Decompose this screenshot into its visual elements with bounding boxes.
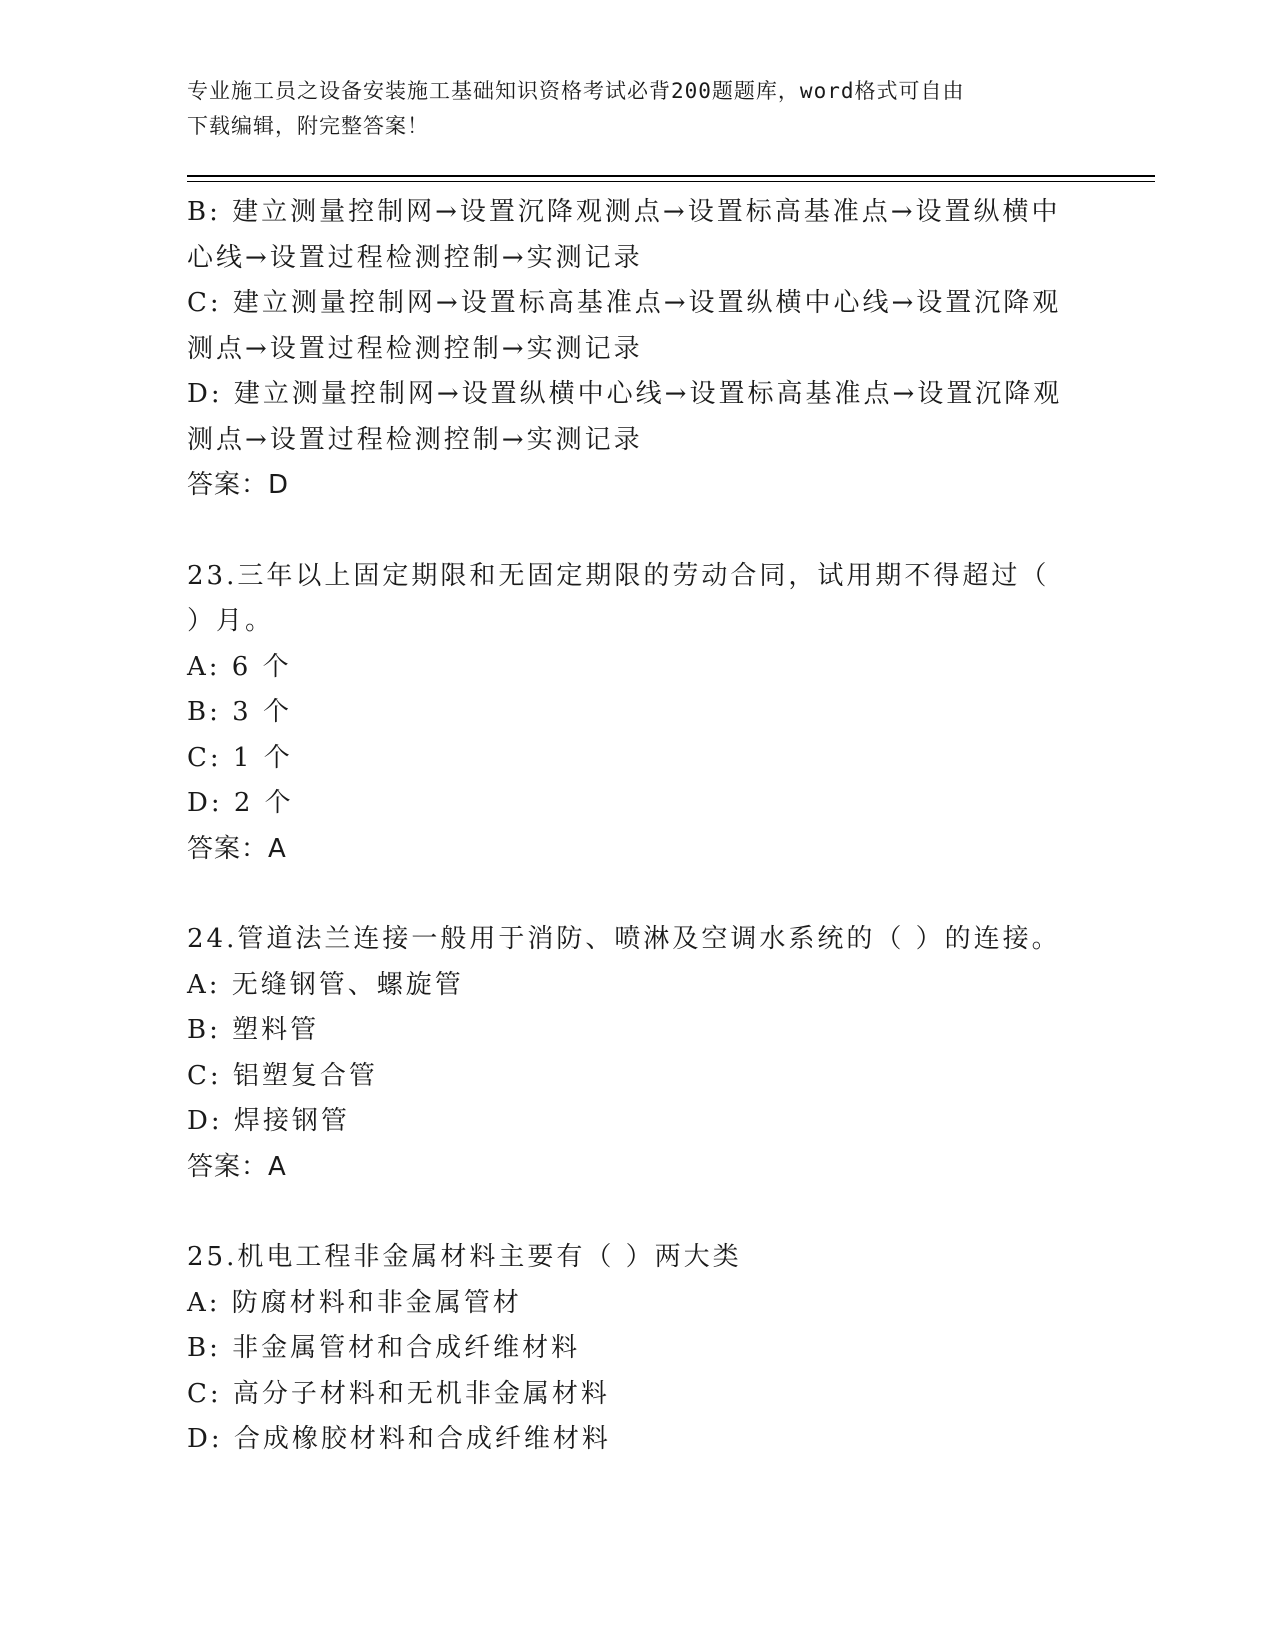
option-d-line-1: D: 建立测量控制网→设置纵横中心线→设置标高基准点→设置沉降观 bbox=[187, 379, 1063, 409]
header-line-2: 下载编辑，附完整答案！ bbox=[187, 114, 429, 138]
option-a: A: 6 个 bbox=[187, 651, 292, 682]
option-b-line-1: B: 建立测量控制网→设置沉降观测点→设置标高基准点→设置纵横中 bbox=[187, 197, 1061, 227]
option-a: A: 无缝钢管、螺旋管 bbox=[187, 969, 464, 1000]
spacer bbox=[187, 872, 1107, 917]
question-25 bbox=[187, 1235, 1107, 1463]
option-b: B: 塑料管 bbox=[187, 1015, 320, 1045]
question-23 bbox=[187, 554, 1107, 873]
option-b-line-2: 心线→设置过程检测控制→实测记录 bbox=[187, 242, 643, 273]
header-divider-thick bbox=[187, 175, 1155, 177]
option-c-line-2: 测点→设置过程检测控制→实测记录 bbox=[187, 333, 643, 364]
option-c: C: 高分子材料和无机非金属材料 bbox=[187, 1378, 610, 1409]
question-stem-line-2: ）月。 bbox=[187, 606, 275, 636]
answer-23: 答案：A bbox=[187, 833, 287, 864]
option-d: D: 合成橡胶材料和合成纤维材料 bbox=[187, 1424, 611, 1454]
question-stem: 24.管道法兰连接一般用于消防、喷淋及空调水系统的（ ）的连接。 bbox=[187, 924, 1061, 954]
answer-24: 答案：A bbox=[187, 1151, 287, 1182]
option-c-line-1: C: 建立测量控制网→设置标高基准点→设置纵横中心线→设置沉降观 bbox=[187, 288, 1062, 318]
option-b: B: 3 个 bbox=[187, 697, 292, 727]
option-c: C: 1 个 bbox=[187, 742, 293, 773]
question-22-continued bbox=[187, 190, 1107, 509]
option-c: C: 铝塑复合管 bbox=[187, 1060, 378, 1091]
question-content bbox=[187, 190, 1107, 1463]
question-stem-line-1: 23.三年以上固定期限和无固定期限的劳动合同，试用期不得超过（ bbox=[187, 560, 1050, 591]
option-d: D: 焊接钢管 bbox=[187, 1106, 350, 1136]
header-divider-thin bbox=[187, 181, 1155, 182]
option-d-line-2: 测点→设置过程检测控制→实测记录 bbox=[187, 424, 643, 455]
header-line-1: 专业施工员之设备安装施工基础知识资格考试必背200题题库，word格式可自由 bbox=[187, 79, 965, 103]
spacer bbox=[187, 1190, 1107, 1235]
option-d: D: 2 个 bbox=[187, 788, 294, 818]
question-stem: 25.机电工程非金属材料主要有（ ）两大类 bbox=[187, 1242, 742, 1272]
document-header bbox=[187, 74, 1067, 144]
option-b: B: 非金属管材和合成纤维材料 bbox=[187, 1333, 581, 1363]
question-24 bbox=[187, 917, 1107, 1190]
option-a: A: 防腐材料和非金属管材 bbox=[187, 1287, 522, 1318]
answer-22: 答案：D bbox=[187, 470, 290, 500]
spacer bbox=[187, 509, 1107, 554]
